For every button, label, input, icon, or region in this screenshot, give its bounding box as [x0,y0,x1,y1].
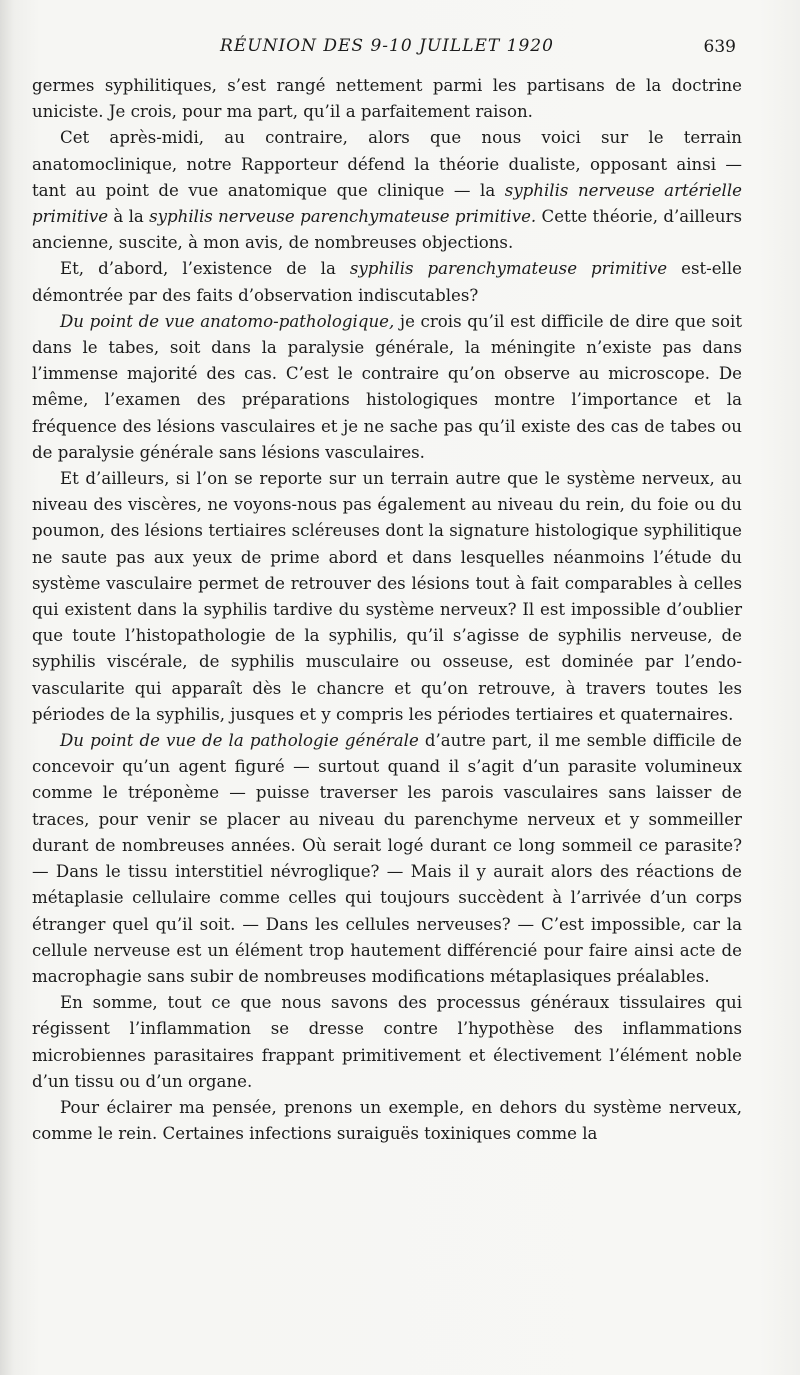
page-header [32,36,742,62]
paragraph-7 [32,990,742,1095]
paragraph-3 [32,256,742,308]
running-title: RÉUNION DES 9-10 JUILLET 1920 [220,36,554,56]
page-number: 639 [703,37,736,57]
paragraph-6 [32,728,742,990]
paragraph-1 [32,73,742,125]
paragraph-8-text: Pour éclairer ma pensée, prenons un exemple, en dehors du système nerveux, comme le rein. Certaines infections suraiguës toxiniques comme la [32,1097,742,1144]
body-text [32,73,742,1147]
paragraph-4-text-a: je crois qu’il est difficile de dire que soit dans le tabes, soit dans la paralysie générale, la méningite n’existe pas dans l’immense majorité des cas. C’est le contraire qu’on observe au microscope. De même, l’examen des préparations histologiques montre l’importance et la fréquence des lésions vasculaires et je ne sache pas qu’il existe des cas de tabes ou de paralysie générale sans lésions vasculaires. [32,311,742,462]
paragraph-2-text-b: à la [108,207,150,227]
paragraph-2 [32,125,742,256]
paragraph-1-text: germes syphilitiques, s’est rangé nettement parmi les partisans de la doctrine uniciste. Je crois, pour ma part, qu’il a parfaitement raison. [32,76,742,122]
paragraph-7-text: En somme, tout ce que nous savons des processus généraux tissulaires qui régissent l’inflammation se dresse contre l’hypothèse des inflammations microbiennes parasitaires frappant primitivement et électivement l’élément noble d’un tissu ou d’un organe. [32,993,742,1091]
paragraph-2-italic-b: syphilis nerveuse parenchymateuse primitive. [149,207,537,227]
paragraph-6-italic-a: Du point de vue de la pathologie générale [60,731,419,751]
paragraph-5-text: Et d’ailleurs, si l’on se reporte sur un terrain autre que le système nerveux, au niveau des viscères, ne voyons-nous pas également au niveau du rein, du foie ou du poumon, des lésions tertiaires scléreuses dont la signature histologique syphilitique ne saute pas aux yeux de prime abord et dans lesquelles néanmoins l’étude du système vasculaire permet de retrouver des lésions tout à fait comparables à celles qui existent dans la syphilis tardive du système nerveux? Il est impossible d’oublier que toute l’histopathologie de la syphilis, qu’il s’agisse de syphilis nerveuse, de syphilis viscérale, de syphilis musculaire ou osseuse, est dominée par l’endo-vascularite qui apparaît dès le chancre et qu’on retrouve, à travers toutes les périodes de la syphilis, jusques et y compris les périodes tertiaires et quaternaires. [32,469,742,724]
paragraph-3-text-a: Et, d’abord, l’existence de la [60,259,350,279]
paragraph-5 [32,466,742,728]
paragraph-2-italic-a: syphilis nerveuse artérielle primitive [32,180,742,227]
paragraph-3-italic-a: syphilis parenchymateuse primitive [349,259,668,279]
paragraph-8 [32,1095,742,1147]
paragraph-6-text-a: d’autre part, il me semble difficile de concevoir qu’un agent figuré — surtout quand il s’agit d’un parasite volumineux comme le tréponème — puisse traverser les parois vasculaires sans laisser de traces, pour venir se placer au niveau du parenchyme nerveux et y sommeiller durant de nombreuses années. Où serait logé durant ce long sommeil ce parasite? — Dans le tissu interstitiel névroglique? — Mais il y aurait alors des réactions de métaplasie cellulaire comme celles qui toujours succèdent à l’arrivée d’un corps étranger quel qu’il soit. — Dans les cellules nerveuses? — C’est impossible, car la cellule nerveuse est un élément trop hautement différencié pour faire ainsi acte de macrophagie sans subir de nombreuses modifications métaplasiques préalables. [32,731,742,986]
paragraph-2-text-a: Cet après-midi, au contraire, alors que nous voici sur le terrain anatomoclinique, notre Rapporteur défend la théorie dualiste, opposant ainsi — tant au point de vue anatomique que clinique — la [32,128,742,200]
paragraph-3-text-b: est-elle démontrée par des faits d’observation indiscutables? [32,259,742,305]
paragraph-4 [32,309,742,466]
paragraph-4-italic-a: Du point de vue anatomo-pathologique, [60,311,395,331]
paragraph-2-text-c: Cette théorie, d’ailleurs ancienne, suscite, à mon avis, de nombreuses objections. [32,207,743,253]
